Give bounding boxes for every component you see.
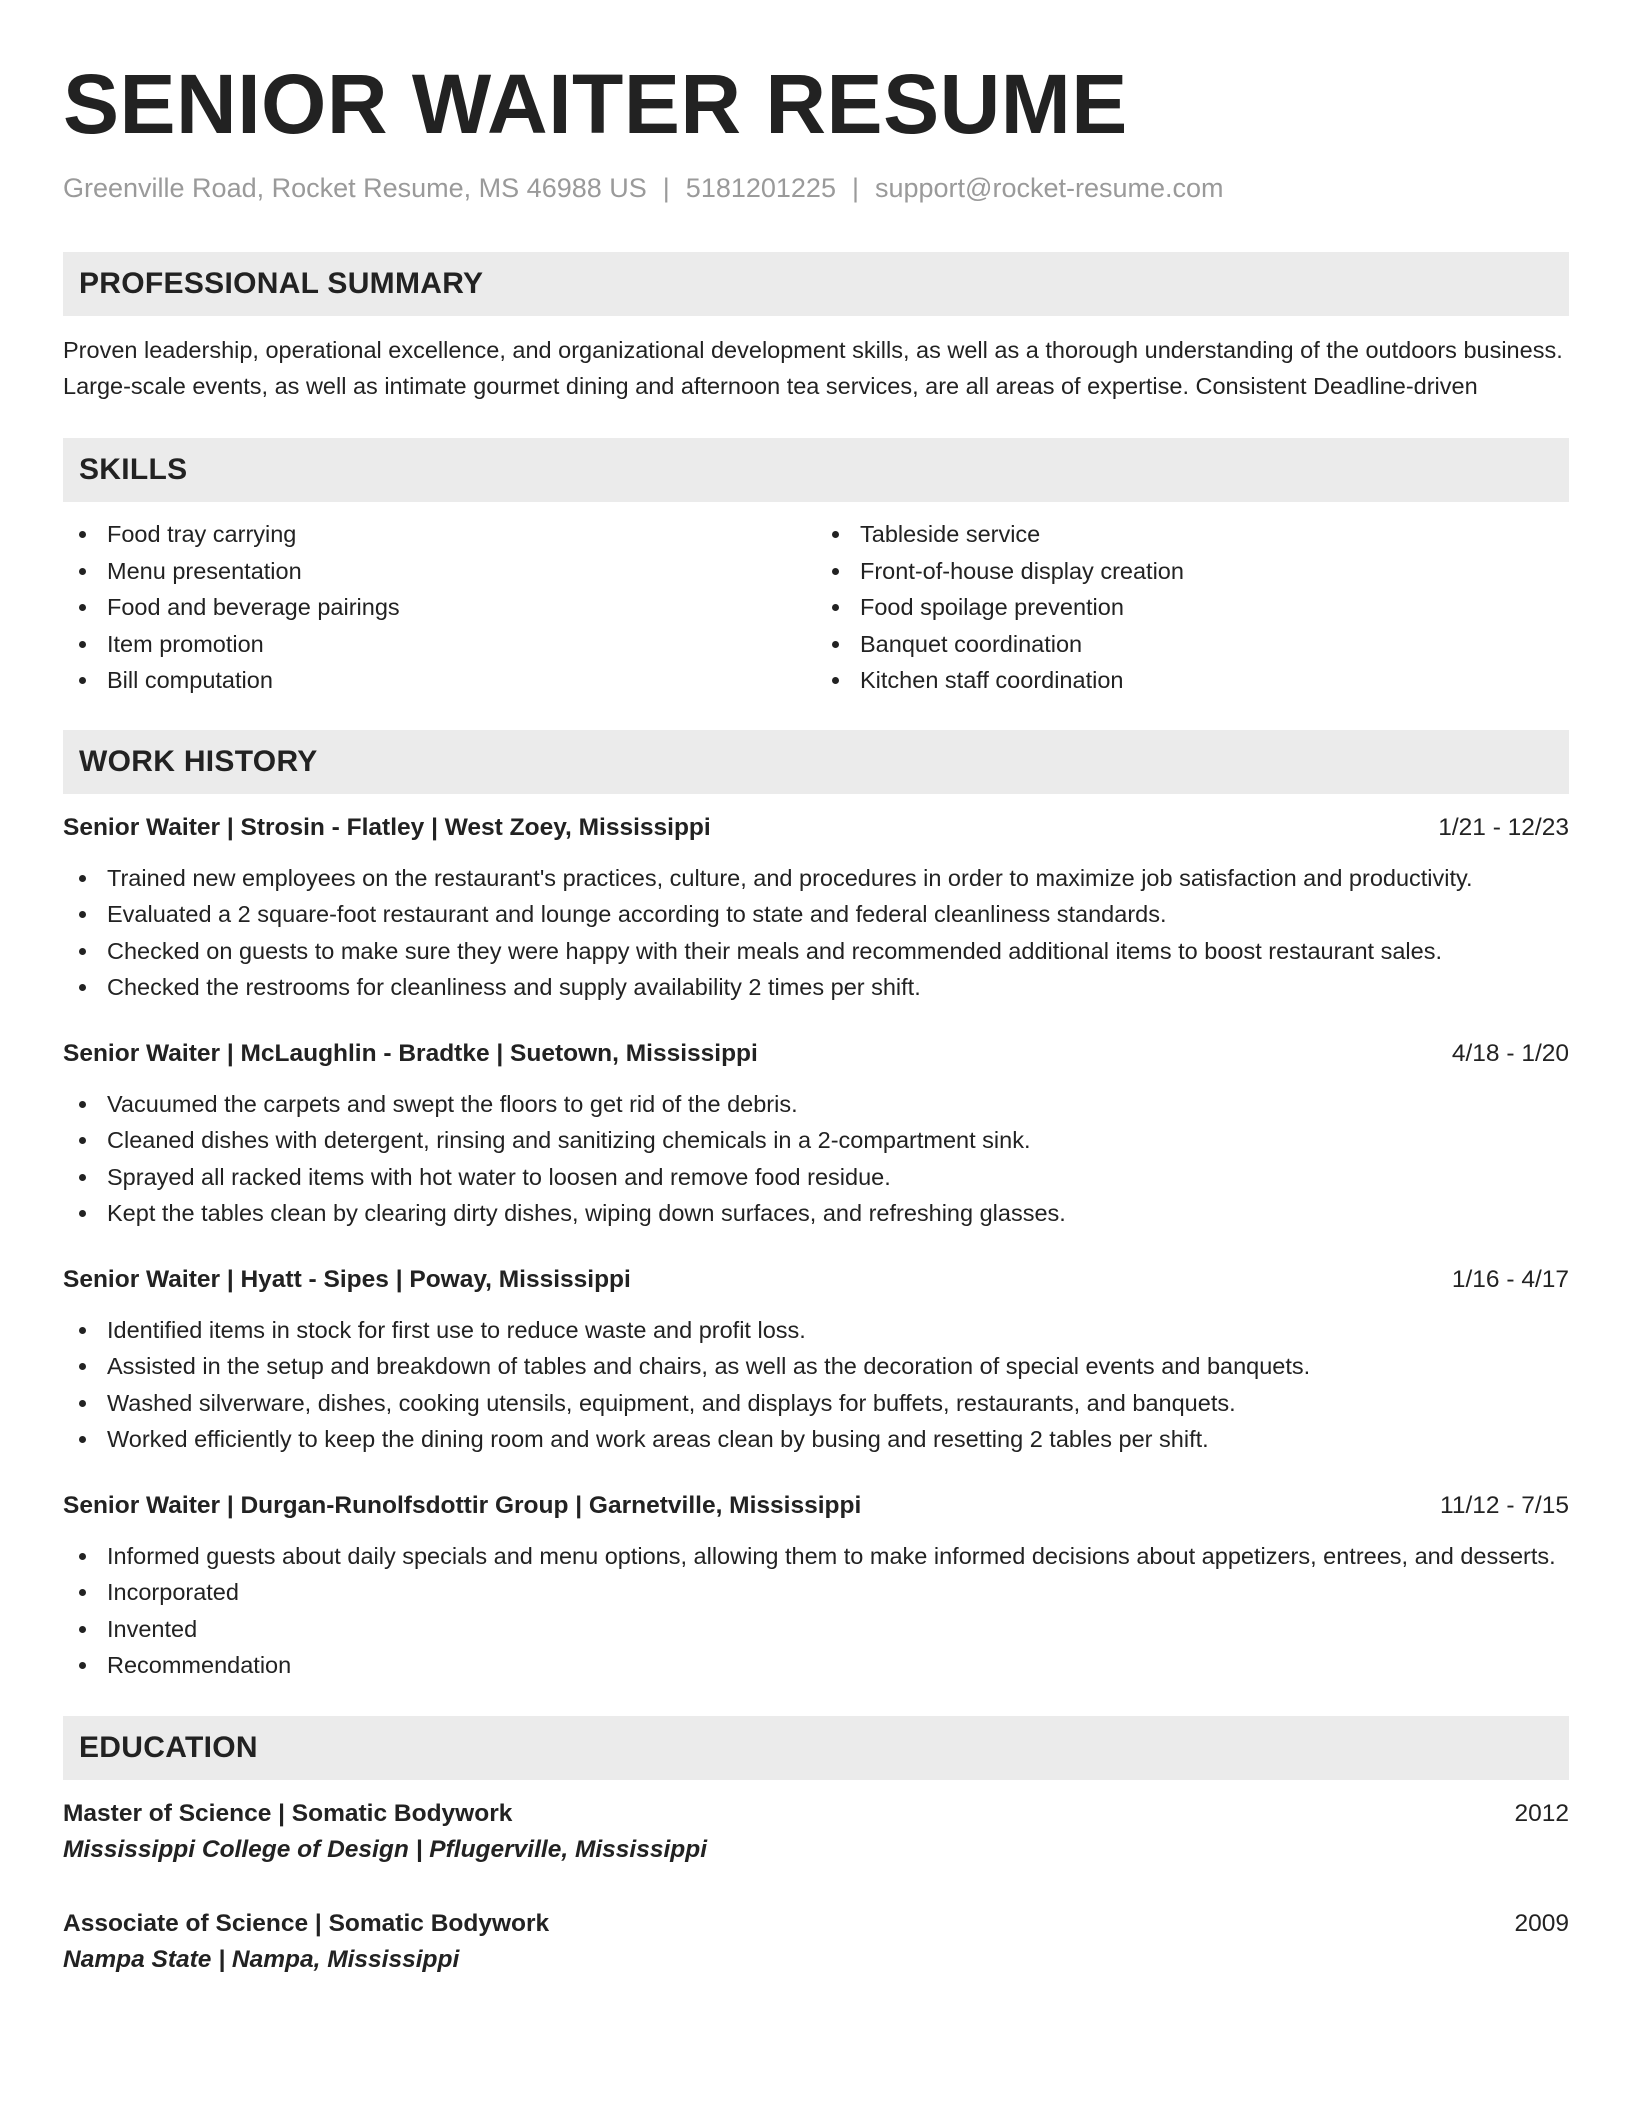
job-bullet: Informed guests about daily specials and menu options, allowing them to make informed decisions about appetizers, entrees, and desserts. (63, 1538, 1569, 1575)
job-dates: 1/16 - 4/17 (1451, 1265, 1569, 1293)
contact-separator: | (662, 173, 670, 203)
skill-item: Food spoilage prevention (816, 589, 1569, 626)
education-entry (63, 1796, 1569, 1868)
skill-item: Food tray carrying (63, 516, 816, 553)
job-bullet: Incorporated (63, 1574, 1569, 1611)
resume-name: SENIOR WAITER RESUME (63, 57, 1128, 151)
contact-phone: 5181201225 (685, 173, 836, 203)
contact-separator: | (851, 173, 859, 203)
job-bullet: Invented (63, 1611, 1569, 1648)
education-header (63, 1906, 1569, 1942)
skill-item: Banquet coordination (816, 626, 1569, 663)
job-header (63, 1488, 1569, 1524)
work-history-heading: WORK HISTORY (63, 730, 1569, 794)
job-entry (63, 1488, 1569, 1684)
education-degree: Master of Science | Somatic Bodywork (63, 1799, 513, 1827)
education-degree: Associate of Science | Somatic Bodywork (63, 1909, 550, 1937)
education-heading: EDUCATION (63, 1716, 1569, 1780)
job-title: Senior Waiter | McLaughlin - Bradtke | Suetown, Mississippi (63, 1039, 758, 1067)
job-header (63, 1036, 1569, 1072)
education-school: Mississippi College of Design | Pflugerville, Mississippi (63, 1835, 708, 1863)
job-bullet: Cleaned dishes with detergent, rinsing and sanitizing chemicals in a 2-compartment sink. (63, 1122, 1569, 1159)
job-entry (63, 1036, 1569, 1232)
job-bullet: Assisted in the setup and breakdown of tables and chairs, as well as the decoration of special events and banquets. (63, 1348, 1569, 1385)
skill-item: Food and beverage pairings (63, 589, 816, 626)
skill-item: Item promotion (63, 626, 816, 663)
job-bullet: Evaluated a 2 square-foot restaurant and lounge according to state and federal cleanliness standards. (63, 896, 1569, 933)
job-bullet: Recommendation (63, 1647, 1569, 1684)
education-school: Nampa State | Nampa, Mississippi (63, 1945, 460, 1973)
job-dates: 4/18 - 1/20 (1451, 1039, 1569, 1067)
job-bullet: Sprayed all racked items with hot water to loosen and remove food residue. (63, 1159, 1569, 1196)
job-header (63, 1262, 1569, 1298)
job-bullet: Vacuumed the carpets and swept the floors to get rid of the debris. (63, 1086, 1569, 1123)
skill-item: Menu presentation (63, 553, 816, 590)
job-bullet: Identified items in stock for first use to reduce waste and profit loss. (63, 1312, 1569, 1349)
skill-item: Bill computation (63, 662, 816, 699)
education-header (63, 1796, 1569, 1832)
job-bullets (63, 1086, 1569, 1232)
job-entry (63, 810, 1569, 1006)
job-title: Senior Waiter | Durgan-Runolfsdottir Group | Garnetville, Mississippi (63, 1491, 862, 1519)
education-year: 2012 (1514, 1799, 1569, 1827)
education-year: 2009 (1514, 1909, 1569, 1937)
job-bullets (63, 1312, 1569, 1458)
contact-email: support@rocket-resume.com (874, 173, 1224, 203)
job-bullet: Checked the restrooms for cleanliness and supply availability 2 times per shift. (63, 969, 1569, 1006)
skills-column-right (816, 516, 1569, 699)
skill-item: Tableside service (816, 516, 1569, 553)
summary-text: Proven leadership, operational excellence, and organizational development skills, as well as a thorough understanding of the outdoors business. Large-scale events, as well as intimate gourmet dining and afternoon tea services, are all areas of expertise. Consistent Deadline-driven (63, 337, 1563, 400)
job-entry (63, 1262, 1569, 1458)
job-bullet: Trained new employees on the restaurant's practices, culture, and procedures in order to maximize job satisfaction and productivity. (63, 860, 1569, 897)
education-entry (63, 1906, 1569, 1978)
job-title: Senior Waiter | Hyatt - Sipes | Poway, Mississippi (63, 1265, 631, 1293)
job-bullets (63, 1538, 1569, 1684)
skill-item: Front-of-house display creation (816, 553, 1569, 590)
contact-line (63, 172, 1569, 204)
job-bullets (63, 860, 1569, 1006)
skills-column-left (63, 516, 816, 699)
job-title: Senior Waiter | Strosin - Flatley | West Zoey, Mississippi (63, 813, 711, 841)
skills-list (63, 516, 1569, 699)
job-bullet: Checked on guests to make sure they were happy with their meals and recommended additional items to boost restaurant sales. (63, 933, 1569, 970)
job-dates: 1/21 - 12/23 (1438, 813, 1569, 841)
skill-item: Kitchen staff coordination (816, 662, 1569, 699)
skills-heading: SKILLS (63, 438, 1569, 502)
job-header (63, 810, 1569, 846)
summary-heading: PROFESSIONAL SUMMARY (63, 252, 1569, 316)
job-bullet: Worked efficiently to keep the dining room and work areas clean by busing and resetting 2 tables per shift. (63, 1421, 1569, 1458)
job-dates: 11/12 - 7/15 (1440, 1491, 1569, 1519)
contact-address: Greenville Road, Rocket Resume, MS 46988 US (63, 173, 647, 203)
job-bullet: Washed silverware, dishes, cooking utensils, equipment, and displays for buffets, restaurants, and banquets. (63, 1385, 1569, 1422)
job-bullet: Kept the tables clean by clearing dirty dishes, wiping down surfaces, and refreshing glasses. (63, 1195, 1569, 1232)
